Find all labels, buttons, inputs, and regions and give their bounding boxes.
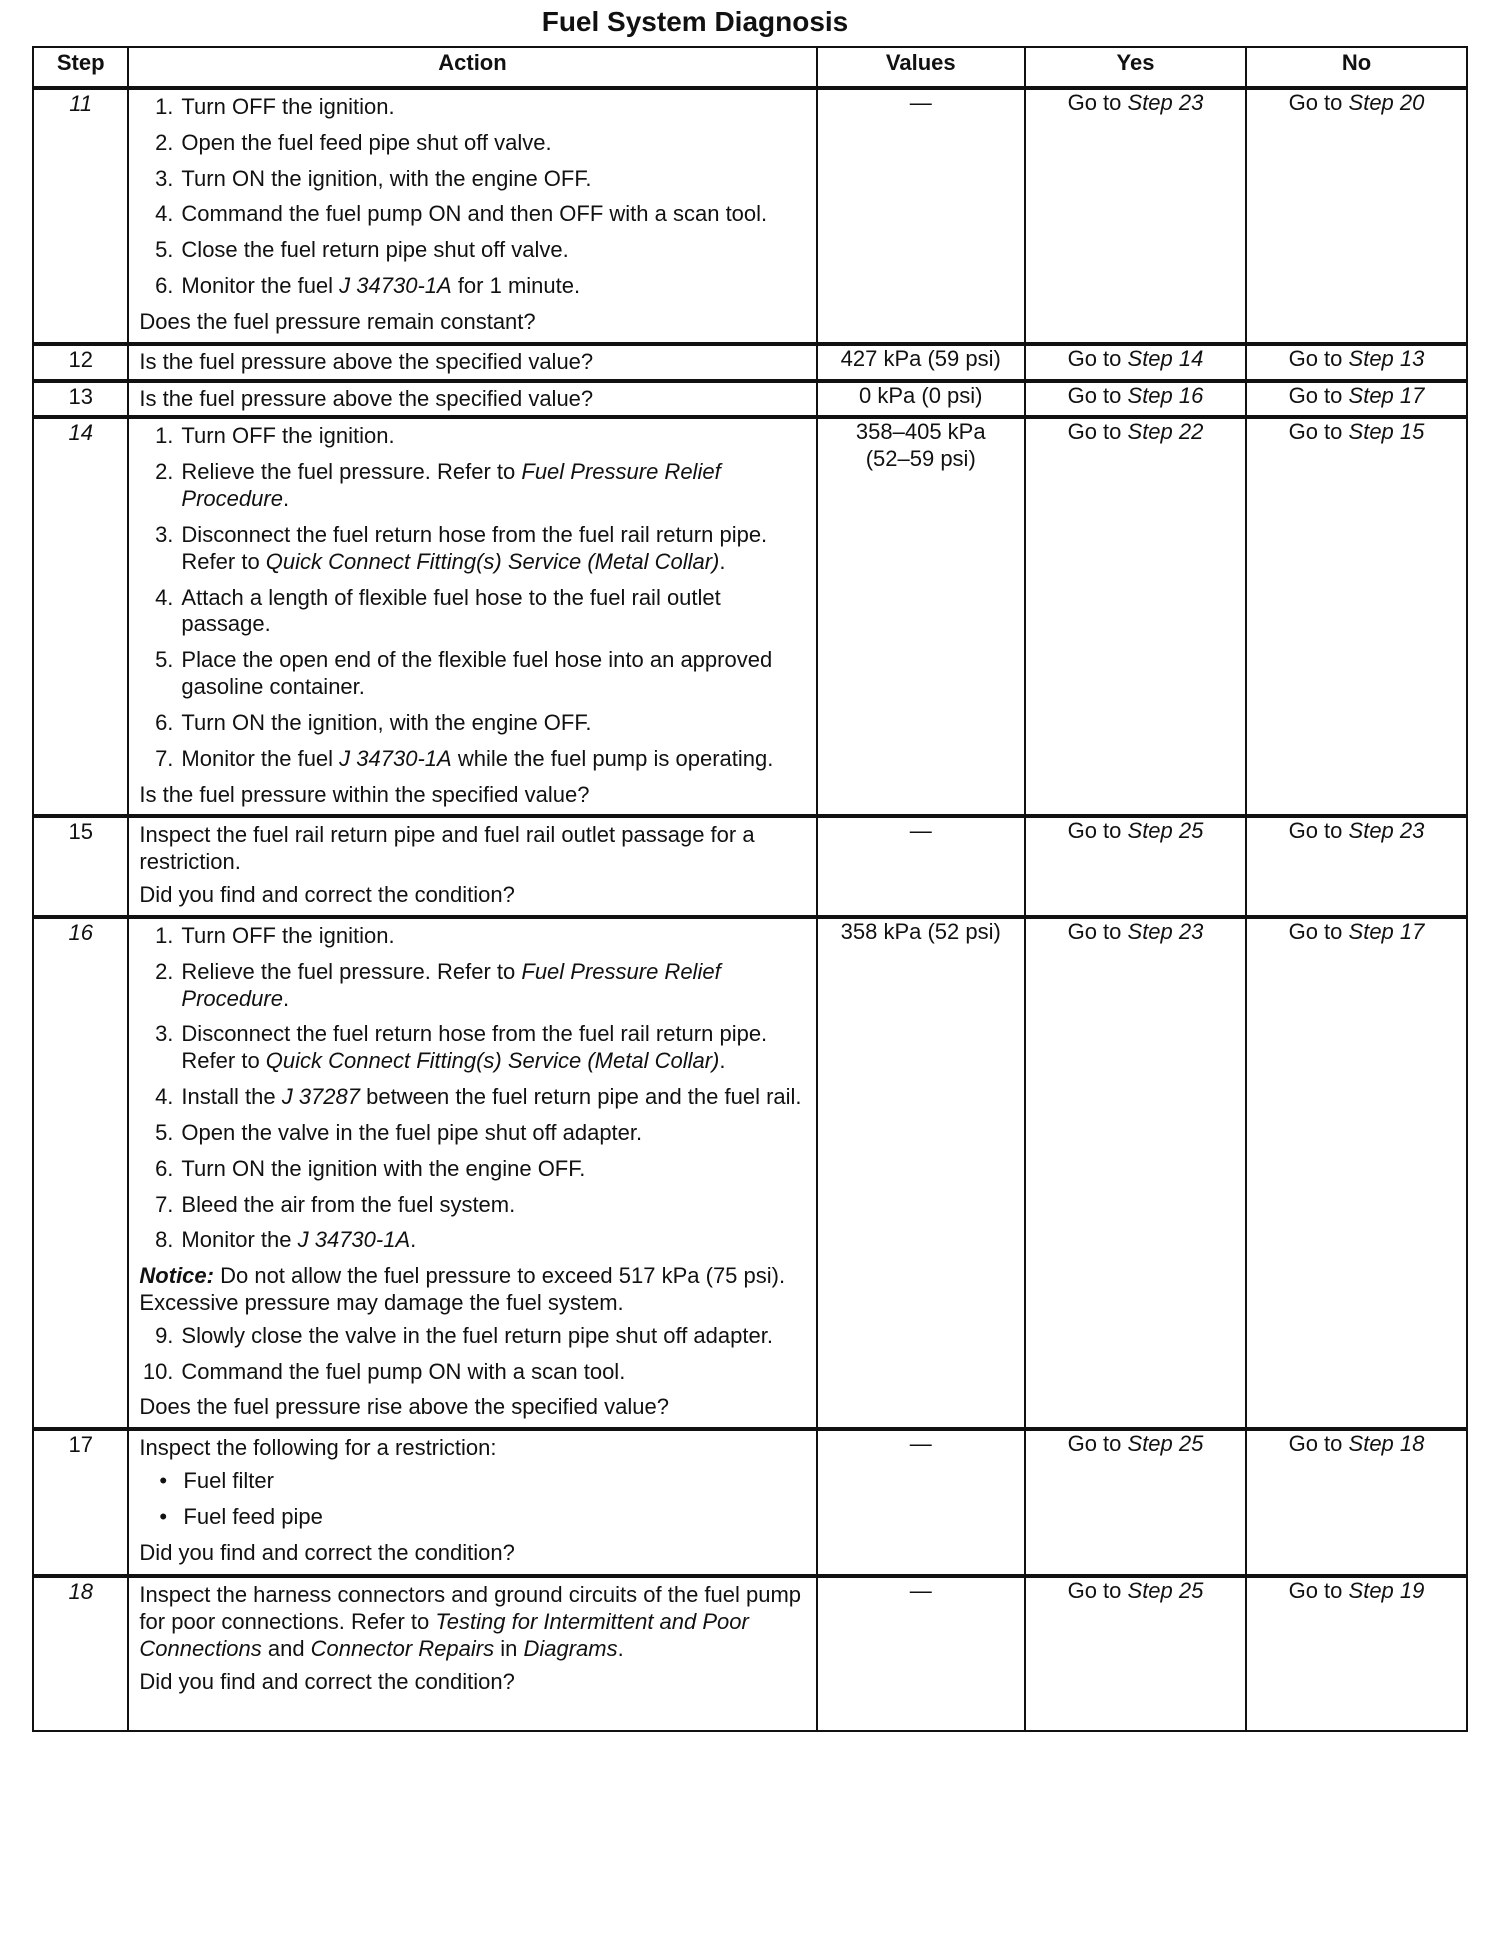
document-title: Fuel System Diagnosis [541, 6, 849, 37]
numbered-step [139, 959, 807, 1013]
numbered-step [139, 237, 807, 264]
action-cell [128, 917, 816, 1429]
table-row-step-18 [33, 1576, 1467, 1731]
action-question: Does the fuel pressure rise above the specified value? [139, 1394, 669, 1420]
value-cell [817, 417, 1025, 816]
action-question: Does the fuel pressure remain constant? [139, 308, 536, 334]
table-row-step-13 [33, 381, 1467, 418]
step-item-text: Install the J 37287 between the fuel return pipe and the fuel rail. [181, 1084, 802, 1110]
step-item-number: 4. [155, 1084, 174, 1110]
action-intro: Inspect the harness connectors and ground circuits of the fuel pump for poor connections. Refer to Testing for Intermittent and Poor Connections and Connector Repairs in Diagrams. [139, 1582, 802, 1661]
step-item-number: 4. [155, 201, 174, 227]
action-intro: Inspect the fuel rail return pipe and fuel rail outlet passage for a restriction. [139, 822, 755, 875]
table-row-step-14 [33, 417, 1467, 816]
reference-text: Testing for Intermittent and Poor Connections [139, 1609, 749, 1661]
value-line: (52–59 psi) [865, 446, 976, 472]
step-item-number: 6. [155, 709, 174, 735]
no-target: Step 13 [1348, 345, 1425, 371]
go-to-label: Go to [1288, 419, 1343, 445]
action-cell [128, 417, 816, 816]
no-cell [1246, 917, 1467, 1429]
step-item-number: 5. [155, 237, 174, 263]
yes-target: Step 23 [1127, 918, 1204, 944]
action-question: Is the fuel pressure above the specified value? [139, 385, 594, 411]
header-step: Step [33, 47, 128, 88]
go-to-label: Go to [1067, 345, 1122, 371]
numbered-step [139, 1156, 807, 1183]
no-cell [1246, 1576, 1467, 1731]
header-row [33, 47, 1467, 88]
numbered-step [139, 1227, 807, 1254]
step-item-number: 3. [155, 165, 174, 191]
no-target: Step 20 [1348, 90, 1425, 115]
step-item-number: 1. [155, 423, 174, 449]
yes-cell [1025, 917, 1246, 1429]
no-cell [1246, 88, 1467, 344]
no-target: Step 18 [1348, 1431, 1425, 1457]
notice-label: Notice: [139, 1263, 214, 1289]
table-row-step-17 [33, 1429, 1467, 1576]
yes-target: Step 23 [1127, 90, 1204, 115]
step-item-number: 10. [142, 1358, 174, 1384]
reference-text: Fuel Pressure Relief Procedure [181, 459, 721, 512]
step-item-text: Turn ON the ignition, with the engine OFF. [181, 165, 592, 191]
go-to-label: Go to [1288, 382, 1343, 408]
action-steps [139, 923, 807, 1254]
go-to-label: Go to [1288, 918, 1343, 944]
table-row-step-12 [33, 344, 1467, 381]
numbered-step [139, 746, 807, 773]
no-cell [1246, 381, 1467, 418]
action-cell [128, 381, 816, 418]
step-item-text: Turn OFF the ignition. [181, 94, 395, 119]
action-cell [128, 1429, 816, 1576]
numbered-step [139, 1021, 807, 1075]
numbered-step [139, 1323, 807, 1350]
numbered-step [139, 459, 807, 513]
step-item-number: 1. [155, 922, 174, 948]
step-item-text: Bleed the air from the fuel system. [181, 1191, 516, 1217]
step-number: 18 [33, 1576, 128, 1731]
no-target: Step 17 [1348, 918, 1425, 944]
step-item-text: Command the fuel pump ON and then OFF with a scan tool. [181, 201, 768, 227]
step-number: 17 [33, 1429, 128, 1576]
step-item-text: Open the fuel feed pipe shut off valve. [181, 129, 552, 155]
action-question: Is the fuel pressure above the specified value? [139, 348, 594, 374]
numbered-step [139, 923, 807, 950]
action-cell [128, 344, 816, 381]
reference-text: Connector Repairs [310, 1635, 495, 1661]
step-number: 14 [33, 417, 128, 816]
go-to-label: Go to [1067, 382, 1122, 408]
reference-text: J 34730-1A [339, 745, 452, 771]
step-item-text: Disconnect the fuel return hose from the fuel rail return pipe. Refer to Quick Connect Fitting(s) Service (Metal Collar). [181, 521, 768, 574]
go-to-label: Go to [1067, 419, 1122, 445]
yes-cell [1025, 381, 1246, 418]
value-cell: 0 kPa (0 psi) [817, 381, 1025, 418]
value-cell: — [817, 816, 1025, 916]
table-row-step-15 [33, 816, 1467, 916]
numbered-step [139, 710, 807, 737]
step-item-text: Close the fuel return pipe shut off valve. [181, 237, 569, 263]
yes-target: Step 25 [1127, 1431, 1204, 1457]
go-to-label: Go to [1288, 1578, 1343, 1604]
yes-target: Step 16 [1127, 382, 1204, 408]
step-number: 12 [33, 344, 128, 381]
reference-text: J 37287 [281, 1084, 360, 1110]
step-item-text: Relieve the fuel pressure. Refer to Fuel Pressure Relief Procedure. [181, 459, 721, 512]
reference-text: Diagrams [523, 1635, 618, 1661]
action-cell [128, 1576, 816, 1731]
go-to-label: Go to [1067, 90, 1122, 115]
numbered-step [139, 201, 807, 228]
go-to-label: Go to [1288, 1431, 1343, 1457]
value-line: 358–405 kPa [855, 419, 986, 445]
step-item-text: Turn ON the ignition with the engine OFF. [181, 1155, 586, 1181]
step-item-text: Relieve the fuel pressure. Refer to Fuel Pressure Relief Procedure. [181, 958, 721, 1011]
table-row-step-16 [33, 917, 1467, 1429]
step-item-number: 1. [155, 94, 174, 119]
table-row-step-11 [33, 88, 1467, 344]
action-steps [139, 94, 807, 300]
header-values: Values [817, 47, 1025, 88]
numbered-step [139, 1120, 807, 1147]
numbered-step [139, 1192, 807, 1219]
go-to-label: Go to [1288, 90, 1343, 115]
header-yes: Yes [1025, 47, 1246, 88]
go-to-label: Go to [1288, 345, 1343, 371]
step-number: 13 [33, 381, 128, 418]
value-cell: — [817, 1576, 1025, 1731]
step-item-text: Slowly close the valve in the fuel return pipe shut off adapter. [181, 1322, 773, 1348]
step-item-number: 5. [155, 647, 174, 673]
go-to-label: Go to [1288, 818, 1343, 844]
step-item-number: 2. [155, 129, 174, 155]
bullet-text: Fuel feed pipe [183, 1503, 323, 1529]
value-cell: — [817, 1429, 1025, 1576]
numbered-step [139, 130, 807, 157]
notice [139, 1263, 807, 1317]
step-item-text: Turn OFF the ignition. [181, 423, 395, 449]
bullet-item [159, 1504, 807, 1531]
yes-cell [1025, 816, 1246, 916]
step-item-text: Turn OFF the ignition. [181, 922, 395, 948]
numbered-step [139, 423, 807, 450]
action-question: Is the fuel pressure within the specified value? [139, 781, 590, 807]
action-question: Did you find and correct the condition? [139, 1539, 515, 1565]
step-item-number: 7. [155, 745, 174, 771]
no-cell [1246, 816, 1467, 916]
step-item-number: 4. [155, 584, 174, 610]
reference-text: J 34730-1A [297, 1227, 411, 1253]
no-target: Step 23 [1348, 818, 1425, 844]
numbered-step [139, 94, 807, 121]
step-item-text: Monitor the fuel J 34730-1A for 1 minute. [181, 273, 581, 299]
header-action: Action [128, 47, 816, 88]
no-target: Step 15 [1348, 419, 1425, 445]
step-item-number: 9. [155, 1322, 174, 1348]
yes-cell [1025, 1576, 1246, 1731]
go-to-label: Go to [1067, 1431, 1122, 1457]
bullet-list [139, 1468, 807, 1531]
go-to-label: Go to [1067, 1578, 1122, 1604]
diagnosis-table [32, 46, 1468, 1732]
bullet-item [159, 1468, 807, 1495]
yes-target: Step 14 [1127, 345, 1204, 371]
action-question: Did you find and correct the condition? [139, 882, 515, 908]
step-item-text: Open the valve in the fuel pipe shut off adapter. [181, 1119, 643, 1145]
bullet-icon: • [159, 1468, 168, 1494]
step-item-text: Turn ON the ignition, with the engine OFF. [181, 709, 592, 735]
yes-target: Step 25 [1127, 818, 1204, 844]
step-item-number: 8. [155, 1227, 174, 1253]
no-target: Step 19 [1348, 1578, 1425, 1604]
yes-cell [1025, 344, 1246, 381]
no-cell [1246, 417, 1467, 816]
step-number: 15 [33, 816, 128, 916]
value-cell: 427 kPa (59 psi) [817, 344, 1025, 381]
reference-text: Quick Connect Fitting(s) Service (Metal Collar) [265, 1048, 720, 1074]
step-item-number: 7. [155, 1191, 174, 1217]
reference-text: Fuel Pressure Relief Procedure [181, 958, 721, 1011]
yes-cell [1025, 88, 1246, 344]
numbered-step [139, 522, 807, 576]
step-item-number: 3. [155, 1021, 174, 1047]
step-item-number: 3. [155, 521, 174, 547]
yes-cell [1025, 1429, 1246, 1576]
step-number: 11 [33, 88, 128, 344]
numbered-step [139, 1084, 807, 1111]
action-steps-continued [139, 1323, 807, 1386]
reference-text: J 34730-1A [339, 273, 452, 299]
bullet-icon: • [159, 1503, 168, 1529]
yes-target: Step 22 [1127, 419, 1204, 445]
step-item-text: Monitor the J 34730-1A. [181, 1227, 417, 1253]
notice-text: Do not allow the fuel pressure to exceed 517 kPa (75 psi). Excessive pressure may damage the fuel system. [139, 1263, 786, 1315]
step-item-text: Disconnect the fuel return hose from the fuel rail return pipe. Refer to Quick Connect Fitting(s) Service (Metal Collar). [181, 1021, 768, 1074]
action-question: Did you find and correct the condition? [139, 1668, 515, 1694]
value-cell: 358 kPa (52 psi) [817, 917, 1025, 1429]
step-item-number: 5. [155, 1119, 174, 1145]
step-item-number: 2. [155, 459, 174, 485]
no-target: Step 17 [1348, 382, 1425, 408]
no-cell [1246, 1429, 1467, 1576]
step-item-number: 2. [155, 958, 174, 984]
step-item-text: Attach a length of flexible fuel hose to the fuel rail outlet passage. [181, 584, 721, 637]
action-cell [128, 88, 816, 344]
step-number: 16 [33, 917, 128, 1429]
yes-cell [1025, 417, 1246, 816]
step-item-number: 6. [155, 1155, 174, 1181]
go-to-label: Go to [1067, 918, 1122, 944]
numbered-step [139, 273, 807, 300]
bullet-text: Fuel filter [183, 1468, 274, 1494]
numbered-step [139, 585, 807, 639]
numbered-step [139, 1359, 807, 1386]
step-item-text: Monitor the fuel J 34730-1A while the fuel pump is operating. [181, 745, 774, 771]
step-item-number: 6. [155, 273, 174, 299]
action-steps [139, 423, 807, 772]
numbered-step [139, 166, 807, 193]
header-no: No [1246, 47, 1467, 88]
numbered-step [139, 647, 807, 701]
yes-target: Step 25 [1127, 1578, 1204, 1604]
step-item-text: Place the open end of the flexible fuel hose into an approved gasoline container. [181, 647, 773, 700]
go-to-label: Go to [1067, 818, 1122, 844]
value-cell: — [817, 88, 1025, 344]
action-cell [128, 816, 816, 916]
step-item-text: Command the fuel pump ON with a scan tool. [181, 1358, 626, 1384]
reference-text: Quick Connect Fitting(s) Service (Metal Collar) [265, 548, 720, 574]
no-cell [1246, 344, 1467, 381]
action-intro: Inspect the following for a restriction: [139, 1435, 497, 1461]
